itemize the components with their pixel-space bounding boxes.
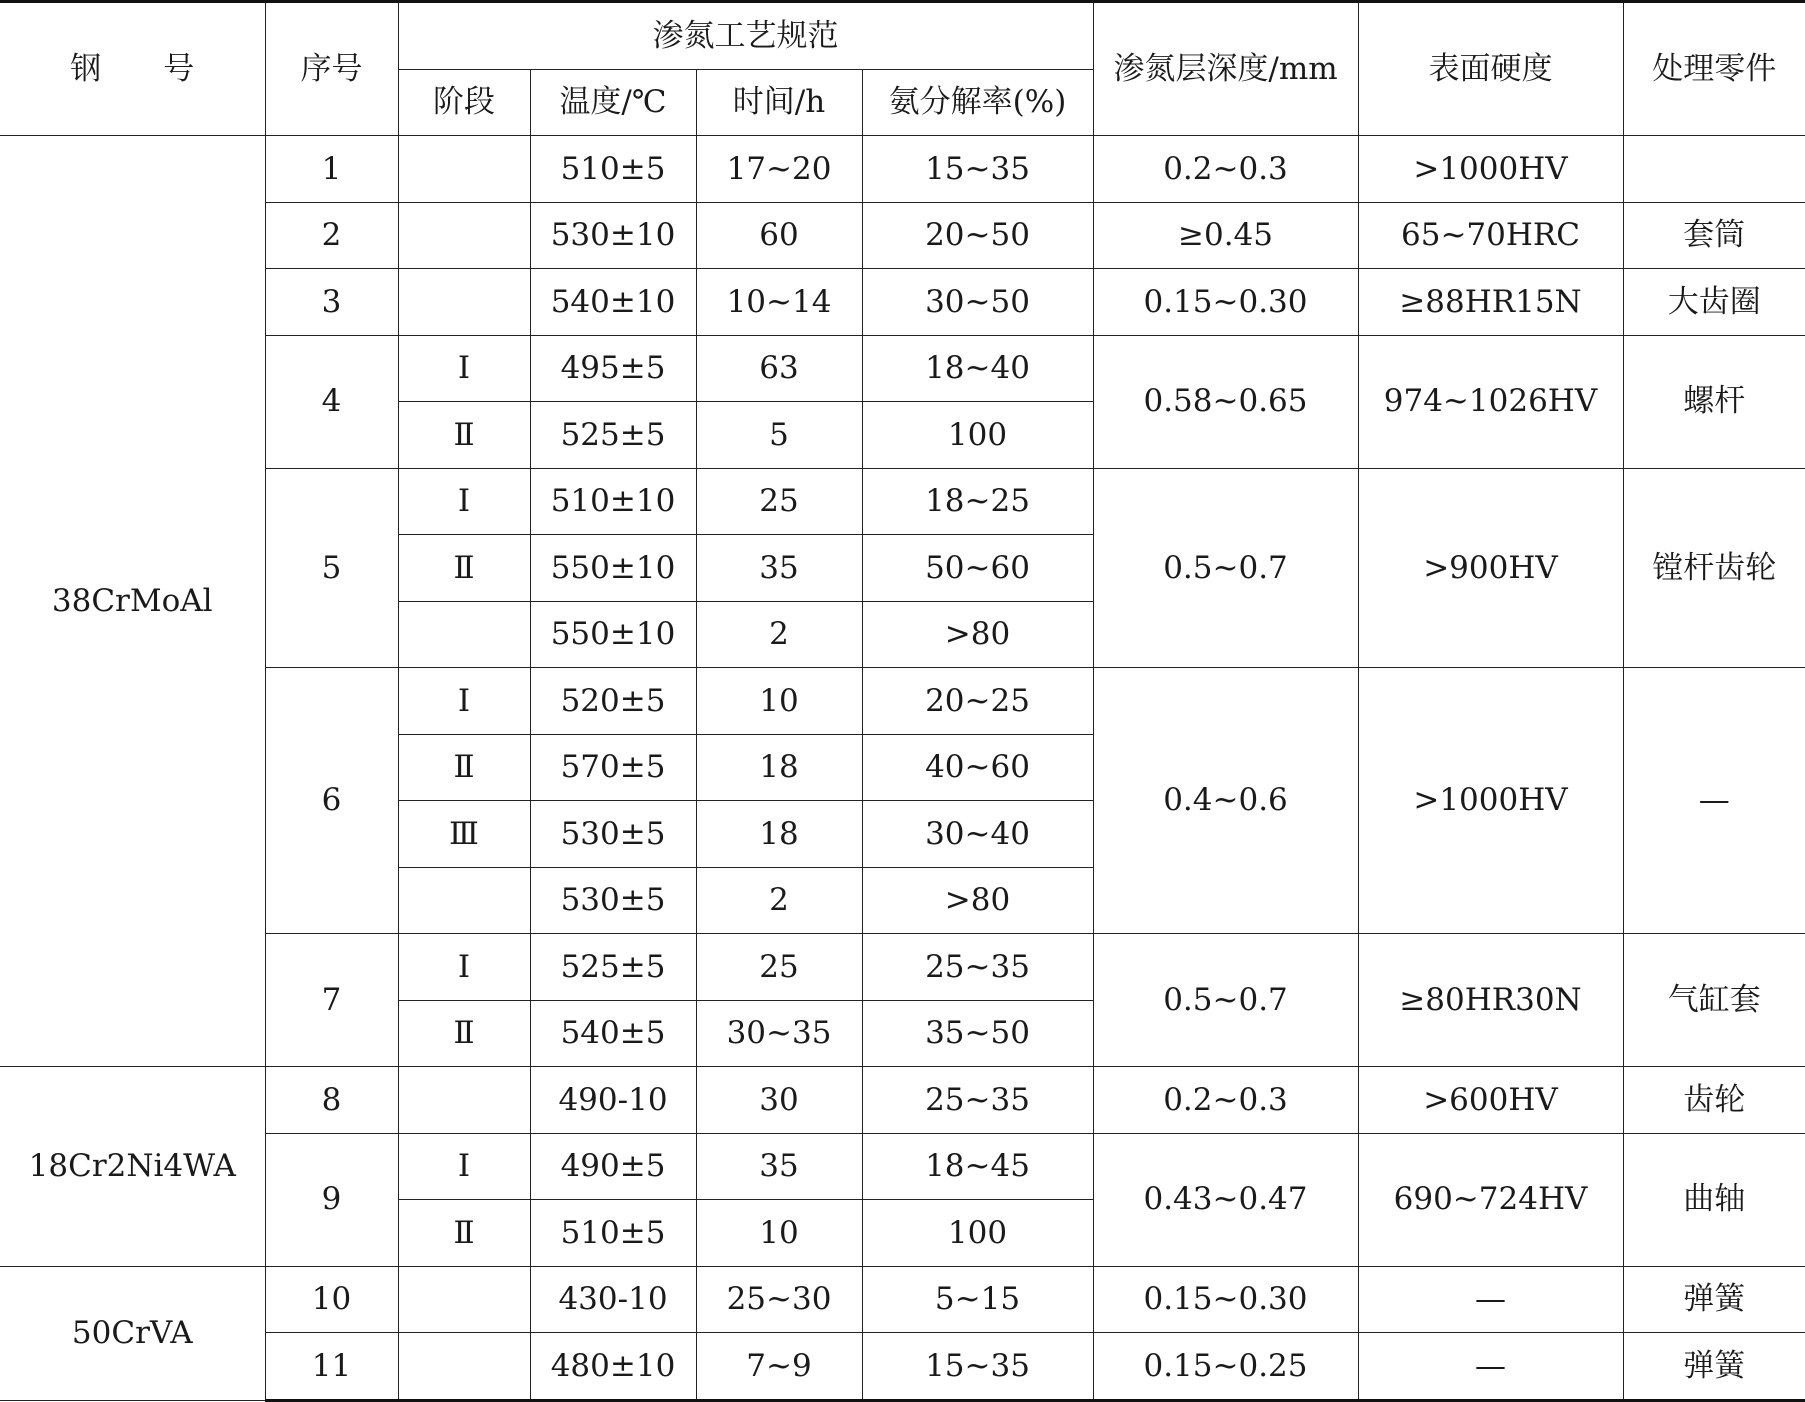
- ammonia-cell: >80: [862, 867, 1093, 934]
- time-cell: 2: [696, 867, 862, 934]
- time-cell: 2: [696, 601, 862, 668]
- stage-cell: Ⅰ: [398, 668, 530, 735]
- time-cell: 25: [696, 468, 862, 535]
- stage-cell: [398, 1333, 530, 1401]
- temp-cell: 510±5: [530, 1200, 696, 1267]
- temp-cell: 540±5: [530, 1000, 696, 1067]
- time-cell: 35: [696, 1133, 862, 1200]
- header-part: 处理零件: [1623, 2, 1805, 136]
- stage-cell: [398, 269, 530, 336]
- temp-cell: 530±10: [530, 202, 696, 269]
- hardness-cell: —: [1358, 1333, 1623, 1401]
- table-row: [0, 202, 1805, 269]
- header-temp: 温度/℃: [530, 69, 696, 136]
- ammonia-cell: 30~40: [862, 801, 1093, 868]
- header-depth: 渗氮层深度/mm: [1093, 2, 1358, 136]
- time-cell: 18: [696, 801, 862, 868]
- ammonia-cell: 100: [862, 1200, 1093, 1267]
- stage-cell: Ⅱ: [398, 734, 530, 801]
- header-stage: 阶段: [398, 69, 530, 136]
- header-steel: 钢 号: [0, 2, 265, 136]
- depth-cell: 0.58~0.65: [1093, 335, 1358, 468]
- seq-cell: 11: [265, 1333, 398, 1401]
- depth-cell: 0.2~0.3: [1093, 1067, 1358, 1134]
- header-time: 时间/h: [696, 69, 862, 136]
- ammonia-cell: 18~25: [862, 468, 1093, 535]
- seq-cell: 10: [265, 1266, 398, 1333]
- stage-cell: [398, 867, 530, 934]
- time-cell: 30~35: [696, 1000, 862, 1067]
- seq-cell: 5: [265, 468, 398, 668]
- depth-cell: 0.15~0.25: [1093, 1333, 1358, 1401]
- part-cell: 套筒: [1623, 202, 1805, 269]
- temp-cell: 490-10: [530, 1067, 696, 1134]
- hardness-cell: ≥80HR30N: [1358, 934, 1623, 1067]
- ammonia-cell: 100: [862, 402, 1093, 469]
- temp-cell: 570±5: [530, 734, 696, 801]
- stage-cell: Ⅰ: [398, 468, 530, 535]
- seq-cell: 9: [265, 1133, 398, 1266]
- table-row: [0, 335, 1805, 402]
- temp-cell: 430-10: [530, 1266, 696, 1333]
- part-cell: 螺杆: [1623, 335, 1805, 468]
- table-row: [0, 1266, 1805, 1333]
- depth-cell: 0.15~0.30: [1093, 269, 1358, 336]
- time-cell: 18: [696, 734, 862, 801]
- temp-cell: 550±10: [530, 535, 696, 602]
- stage-cell: Ⅱ: [398, 402, 530, 469]
- ammonia-cell: 20~25: [862, 668, 1093, 735]
- time-cell: 10: [696, 1200, 862, 1267]
- seq-cell: 6: [265, 668, 398, 934]
- table-row: [0, 1133, 1805, 1200]
- seq-cell: 1: [265, 136, 398, 203]
- part-cell: 曲轴: [1623, 1133, 1805, 1266]
- temp-cell: 480±10: [530, 1333, 696, 1401]
- time-cell: 25~30: [696, 1266, 862, 1333]
- part-cell: 弹簧: [1623, 1333, 1805, 1401]
- ammonia-cell: 5~15: [862, 1266, 1093, 1333]
- hardness-cell: —: [1358, 1266, 1623, 1333]
- ammonia-cell: 15~35: [862, 136, 1093, 203]
- stage-cell: Ⅰ: [398, 934, 530, 1001]
- header-process: 渗氮工艺规范: [398, 2, 1093, 70]
- seq-cell: 4: [265, 335, 398, 468]
- ammonia-cell: 25~35: [862, 934, 1093, 1001]
- stage-cell: [398, 601, 530, 668]
- temp-cell: 490±5: [530, 1133, 696, 1200]
- stage-cell: Ⅰ: [398, 335, 530, 402]
- hardness-cell: >1000HV: [1358, 668, 1623, 934]
- part-cell: 气缸套: [1623, 934, 1805, 1067]
- part-cell: 大齿圈: [1623, 269, 1805, 336]
- time-cell: 10: [696, 668, 862, 735]
- steel-grade-cell: 38CrMoAl: [0, 136, 265, 1067]
- stage-cell: [398, 136, 530, 203]
- ammonia-cell: 18~45: [862, 1133, 1093, 1200]
- ammonia-cell: 30~50: [862, 269, 1093, 336]
- temp-cell: 510±5: [530, 136, 696, 203]
- part-cell: 弹簧: [1623, 1266, 1805, 1333]
- stage-cell: [398, 202, 530, 269]
- depth-cell: 0.5~0.7: [1093, 934, 1358, 1067]
- temp-cell: 550±10: [530, 601, 696, 668]
- stage-cell: [398, 1067, 530, 1134]
- part-cell: —: [1623, 668, 1805, 934]
- depth-cell: ≥0.45: [1093, 202, 1358, 269]
- stage-cell: [398, 1266, 530, 1333]
- steel-grade-cell: 18Cr2Ni4WA: [0, 1067, 265, 1267]
- table-row: [0, 136, 1805, 203]
- ammonia-cell: 25~35: [862, 1067, 1093, 1134]
- ammonia-cell: 15~35: [862, 1333, 1093, 1401]
- temp-cell: 510±10: [530, 468, 696, 535]
- header-seq: 序号: [265, 2, 398, 136]
- header-row-top: [0, 2, 1805, 70]
- time-cell: 35: [696, 535, 862, 602]
- steel-grade-cell: 50CrVA: [0, 1266, 265, 1400]
- ammonia-cell: 35~50: [862, 1000, 1093, 1067]
- time-cell: 5: [696, 402, 862, 469]
- part-cell: 齿轮: [1623, 1067, 1805, 1134]
- time-cell: 30: [696, 1067, 862, 1134]
- temp-cell: 520±5: [530, 668, 696, 735]
- seq-cell: 2: [265, 202, 398, 269]
- depth-cell: 0.43~0.47: [1093, 1133, 1358, 1266]
- hardness-cell: 974~1026HV: [1358, 335, 1623, 468]
- time-cell: 63: [696, 335, 862, 402]
- depth-cell: 0.2~0.3: [1093, 136, 1358, 203]
- ammonia-cell: 40~60: [862, 734, 1093, 801]
- stage-cell: Ⅲ: [398, 801, 530, 868]
- seq-cell: 3: [265, 269, 398, 336]
- time-cell: 7~9: [696, 1333, 862, 1401]
- depth-cell: 0.4~0.6: [1093, 668, 1358, 934]
- temp-cell: 540±10: [530, 269, 696, 336]
- depth-cell: 0.15~0.30: [1093, 1266, 1358, 1333]
- hardness-cell: >900HV: [1358, 468, 1623, 668]
- temp-cell: 525±5: [530, 402, 696, 469]
- time-cell: 10~14: [696, 269, 862, 336]
- table-row: [0, 668, 1805, 735]
- hardness-cell: >600HV: [1358, 1067, 1623, 1134]
- table-row: [0, 1333, 1805, 1401]
- part-cell: 镗杆齿轮: [1623, 468, 1805, 668]
- ammonia-cell: 18~40: [862, 335, 1093, 402]
- header-ammonia: 氨分解率(%): [862, 69, 1093, 136]
- temp-cell: 525±5: [530, 934, 696, 1001]
- stage-cell: Ⅱ: [398, 1200, 530, 1267]
- hardness-cell: >1000HV: [1358, 136, 1623, 203]
- hardness-cell: 690~724HV: [1358, 1133, 1623, 1266]
- seq-cell: 7: [265, 934, 398, 1067]
- table-row: [0, 269, 1805, 336]
- time-cell: 17~20: [696, 136, 862, 203]
- ammonia-cell: 50~60: [862, 535, 1093, 602]
- seq-cell: 8: [265, 1067, 398, 1134]
- temp-cell: 530±5: [530, 867, 696, 934]
- table-row: [0, 1067, 1805, 1134]
- ammonia-cell: >80: [862, 601, 1093, 668]
- stage-cell: Ⅰ: [398, 1133, 530, 1200]
- hardness-cell: ≥88HR15N: [1358, 269, 1623, 336]
- table-row: [0, 934, 1805, 1001]
- hardness-cell: 65~70HRC: [1358, 202, 1623, 269]
- ammonia-cell: 20~50: [862, 202, 1093, 269]
- stage-cell: Ⅱ: [398, 535, 530, 602]
- depth-cell: 0.5~0.7: [1093, 468, 1358, 668]
- temp-cell: 530±5: [530, 801, 696, 868]
- table-row: [0, 468, 1805, 535]
- time-cell: 60: [696, 202, 862, 269]
- time-cell: 25: [696, 934, 862, 1001]
- stage-cell: Ⅱ: [398, 1000, 530, 1067]
- temp-cell: 495±5: [530, 335, 696, 402]
- part-cell: [1623, 136, 1805, 203]
- header-hardness: 表面硬度: [1358, 2, 1623, 136]
